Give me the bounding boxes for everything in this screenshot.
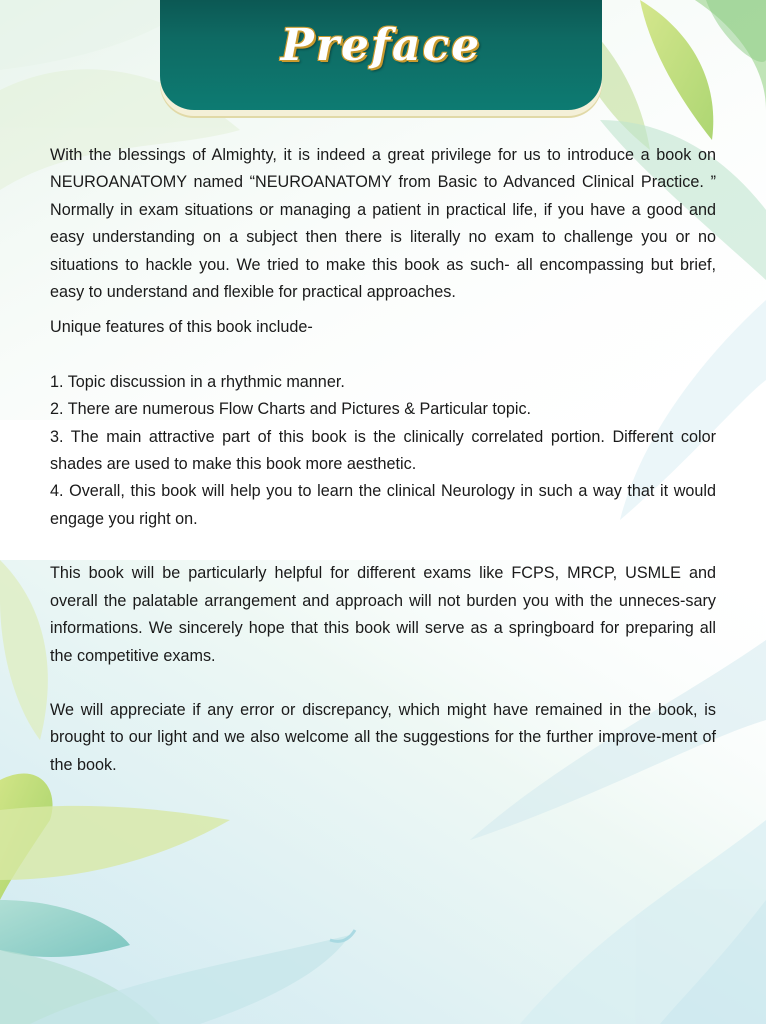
intro-paragraph: With the blessings of Almighty, it is indeed a great privilege for us to introduce a book on NEUROANATOMY named “NEUROANATOMY from Basic to Advanced Clinical Practice. ” Normally in exam situations or managing a patient in practical life, if you have a good and easy understanding on a subject then there is literally no exam to challenge you or no situations to hackle you. We tried to make this book as such- all encompassing but brief, easy to understand and flexible for practical approaches. [50,146,716,302]
feature-item-2: 2. There are numerous Flow Charts and Pictures & Particular topic. [50,400,532,419]
feedback-paragraph: We will appreciate if any error or discrepancy, which might have remained in the book, is brought to our light and we also welcome all the suggestions for the further improve-ment of the book. [50,700,716,774]
feature-item-4: 4. Overall, this book will help you to learn the clinical Neurology in such a way that it would engage you right on. [50,482,716,528]
features-list [50,369,716,533]
preface-body [50,142,716,779]
feature-item-1: 1. Topic discussion in a rhythmic manner. [50,372,345,391]
feature-item-3: 3. The main attractive part of this book is the clinically correlated portion. Different color shades are used to make this book more aesthetic. [50,427,716,474]
header-banner [160,0,602,110]
exams-paragraph: This book will be particularly helpful for different exams like FCPS, MRCP, USMLE and overall the palatable arrangement and approach will not burden you with the unneces-sary informations. We sincerely hope that this book will serve as a springboard for preparing all the competitive exams. [50,564,716,665]
page-title: Preface [280,20,482,71]
features-heading: Unique features of this book include- [50,318,313,337]
